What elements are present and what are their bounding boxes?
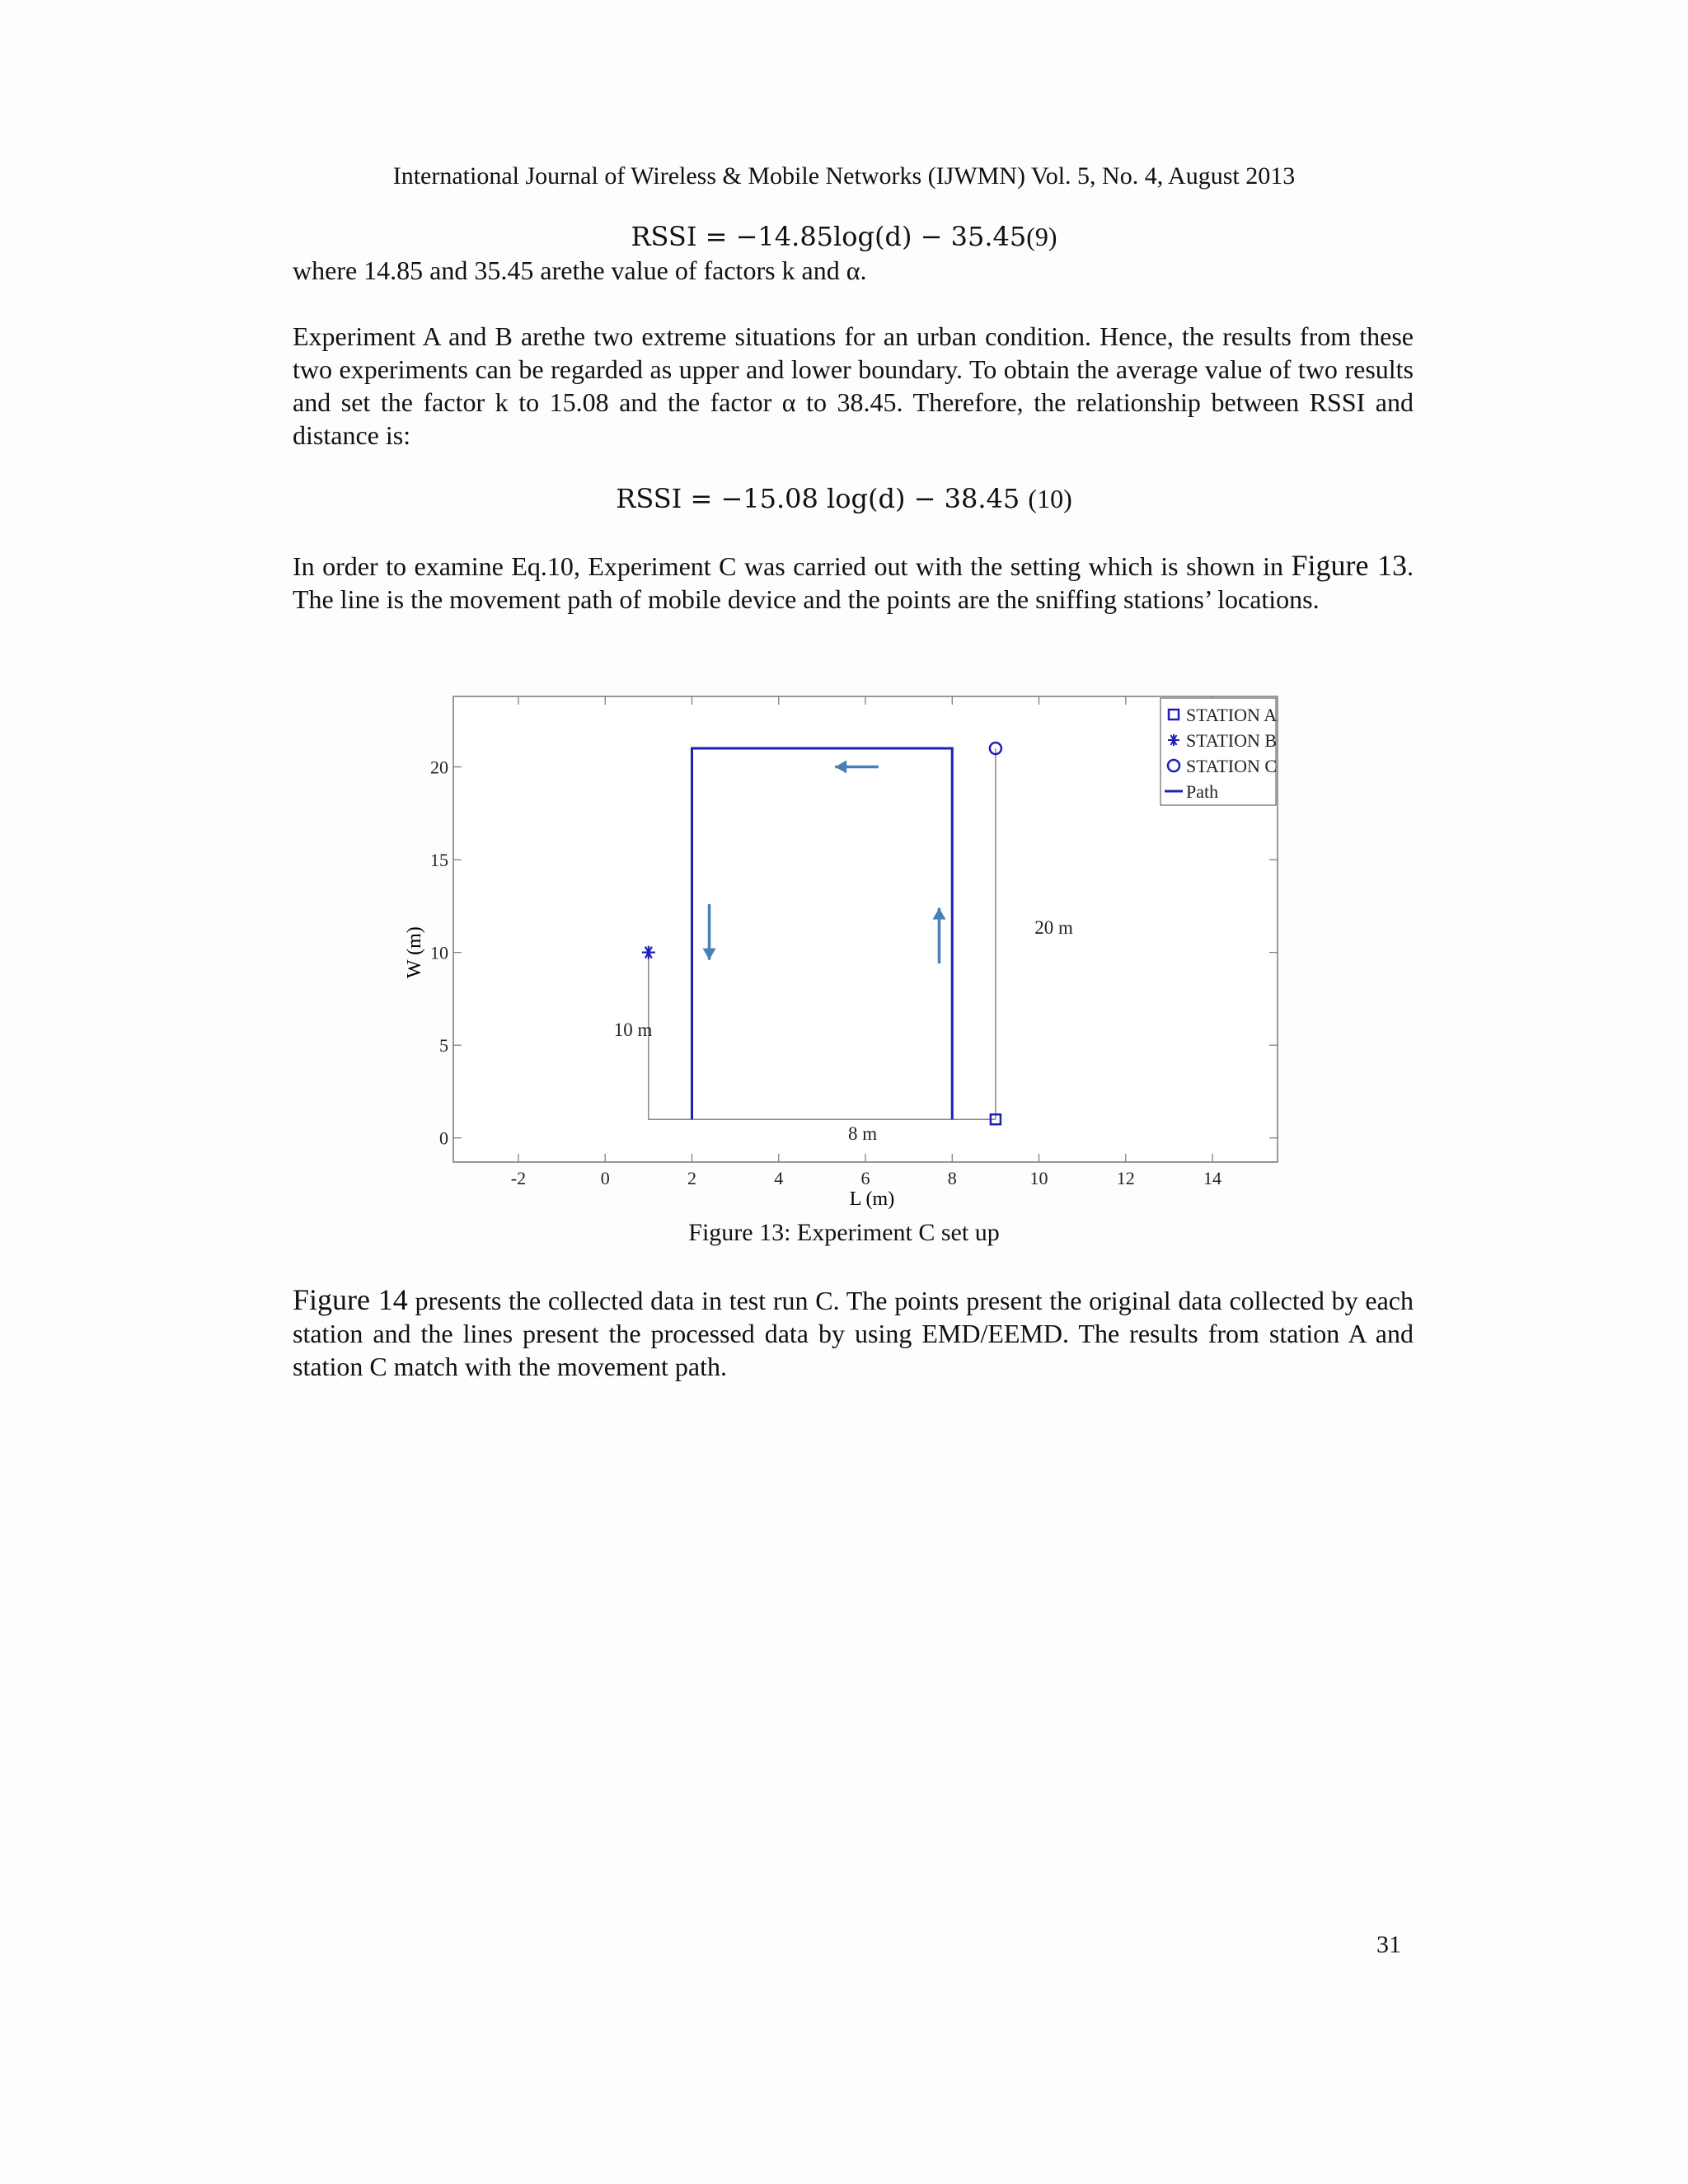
paragraph-experiment-c-text-end: . The line is the movement path of mobile device and the points are the sniffing stations’ locations. — [293, 551, 1414, 614]
y-tick-label: 0 — [439, 1127, 448, 1149]
paragraph-figure-14-text: presents the collected data in test run C. The points present the original data collected by each station and the lines present the processed data by using EMD/EEMD. The results from station A and station C match with the movement path. — [293, 1286, 1414, 1381]
x-axis-label: L (m) — [849, 1188, 895, 1210]
x-tick-label: 12 — [1116, 1168, 1135, 1188]
y-axis-label: W (m) — [404, 926, 425, 979]
journal-header: International Journal of Wireless & Mobile Networks (IJWMN) Vol. 5, No. 4, August 2013 — [392, 162, 1296, 190]
y-tick-label: 10 — [430, 942, 448, 963]
distance-annotation: 20 m — [1034, 917, 1073, 939]
equation-10-number: (10) — [1028, 484, 1072, 513]
equation-10 — [0, 483, 1688, 514]
paragraph-experiment-c-text: In order to examine Eq.10, Experiment C was carried out with the setting which is shown in — [293, 551, 1292, 581]
y-tick-label: 20 — [430, 757, 448, 778]
x-tick-label: 2 — [687, 1168, 696, 1188]
legend-label: Path — [1186, 781, 1219, 802]
paragraph-figure-14 — [293, 1283, 1414, 1383]
x-tick-label: 8 — [947, 1168, 957, 1188]
x-tick-label: 4 — [774, 1168, 784, 1188]
equation-9-number: (9) — [1026, 222, 1057, 251]
paragraph-experiment-c — [293, 549, 1414, 616]
distance-annotation: 10 m — [613, 1019, 653, 1040]
figure-13-reference[interactable]: Figure 13 — [1291, 549, 1407, 582]
equation-9 — [0, 221, 1688, 252]
page-number: 31 — [1376, 1931, 1401, 1958]
paragraph-factors: where 14.85 and 35.45 arethe value of factors k and α. — [293, 255, 867, 285]
x-tick-label: 0 — [600, 1168, 610, 1188]
x-tick-label: 6 — [860, 1168, 870, 1188]
y-tick-label: 15 — [430, 850, 448, 871]
figure-14-reference[interactable]: Figure 14 — [293, 1283, 408, 1316]
paragraph-experiments-ab: Experiment A and B arethe two extreme situations for an urban condition. Hence, the results from these two experiments can be regarded as upper and lower boundary. To obtain the average value of two results and set the factor k to 15.08 and the factor α to 38.45. Therefore, the relationship between RSSI and distance is: — [293, 321, 1414, 450]
legend-label: STATION C — [1186, 756, 1278, 776]
x-tick-label: 10 — [1029, 1168, 1048, 1188]
distance-annotation: 8 m — [847, 1122, 878, 1144]
figure-13-chart — [387, 684, 1319, 1212]
x-tick-label: 14 — [1203, 1168, 1222, 1188]
y-tick-label: 5 — [439, 1035, 448, 1057]
legend-label: STATION B — [1186, 730, 1278, 751]
legend-label: STATION A — [1186, 705, 1278, 725]
equation-9-formula: RSSI = −14.85log(d) − 35.45 — [631, 221, 1027, 252]
x-tick-label: -2 — [510, 1168, 527, 1188]
figure-13-caption: Figure 13: Experiment C set up — [688, 1219, 1000, 1246]
plot-area — [430, 696, 1278, 1188]
equation-10-formula: RSSI = −15.08 log(d) − 38.45 — [616, 483, 1020, 514]
